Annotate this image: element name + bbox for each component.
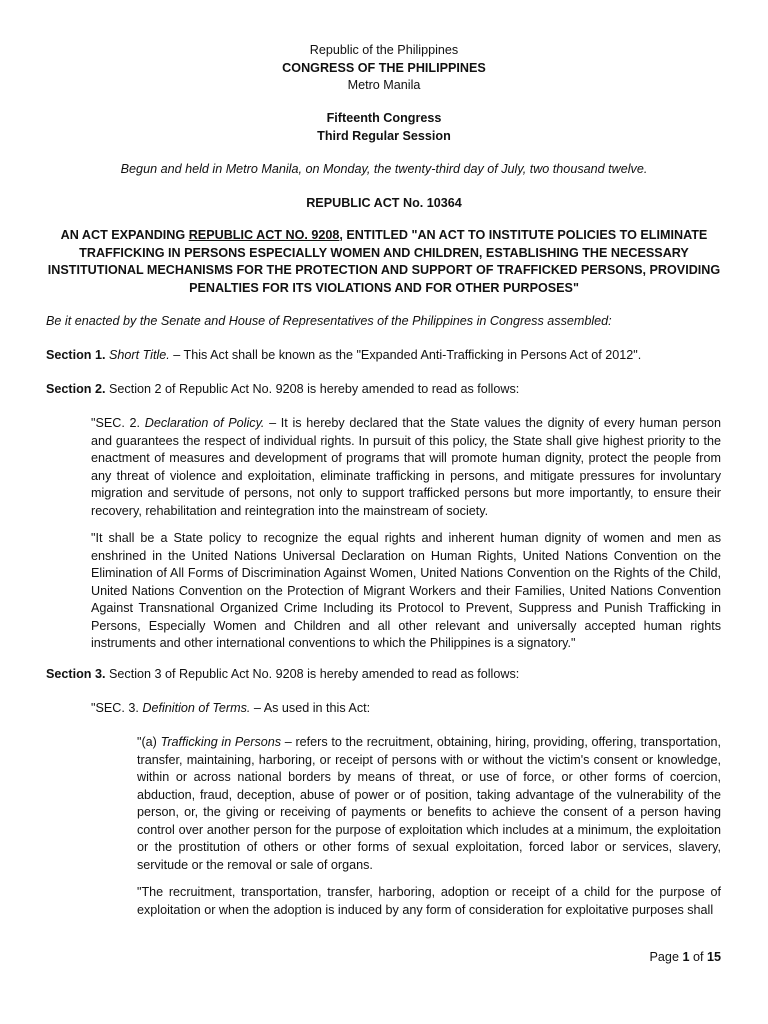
section-3-text: Section 3 of Republic Act No. 9208 is hereby amended to read as follows: — [105, 667, 520, 681]
def-a-heading: Trafficking in Persons — [160, 735, 282, 749]
location-line: Metro Manila — [347, 78, 421, 92]
section-3 — [46, 666, 722, 684]
section-3-intro — [91, 700, 721, 718]
enacting-clause: Be it enacted by the Senate and House of Representatives of the Philippines in Congress assembled: — [46, 314, 612, 328]
congress-number: Fifteenth Congress — [326, 111, 442, 125]
sec3-intro-text: – As used in this Act: — [250, 701, 371, 715]
document-header — [46, 42, 722, 95]
session-info — [46, 110, 722, 145]
section-2-label: Section 2. — [46, 382, 106, 396]
section-2-text: Section 2 of Republic Act No. 9208 is hereby amended to read as follows: — [105, 382, 520, 396]
sec2-heading: Declaration of Policy. — [144, 416, 265, 430]
section-3-label: Section 3. — [46, 667, 106, 681]
act-title — [46, 227, 722, 297]
current-page: 1 — [682, 950, 690, 964]
section-1-heading: Short Title. — [109, 348, 170, 362]
sec3-heading: Definition of Terms. — [142, 701, 251, 715]
congress-line: CONGRESS OF THE PHILIPPINES — [282, 60, 486, 75]
act-number: REPUBLIC ACT No. 10364 — [306, 196, 462, 210]
sec2-prefix: "SEC. 2. — [91, 416, 145, 430]
ra-9208-link[interactable]: REPUBLIC ACT NO. 9208 — [188, 228, 340, 242]
title-rest: , ENTITLED "AN ACT TO INSTITUTE POLICIES TO ELIMINATE TRAFFICKING IN PERSONS ESPECIALLY WOMEN AND CHILDREN, ESTABLISHING THE NECESSARY INSTITUTIONAL MECHANISMS FOR THE PROTECTION AND SUPPORT OF TRAFFICKED PERSONS, PROVIDING PENALTIES FOR ITS VIOLATIONS AND FOR OTHER PURPOSES" — [47, 228, 721, 295]
republic-line: Republic of the Philippines — [309, 43, 459, 57]
section-2-paragraph-1 — [91, 415, 721, 520]
page-number — [600, 949, 721, 967]
title-prefix: AN ACT EXPANDING — [60, 228, 189, 242]
section-2 — [46, 381, 722, 399]
sec3-prefix: "SEC. 3. — [91, 701, 143, 715]
of-word: of — [689, 950, 707, 964]
total-pages: 15 — [706, 950, 721, 964]
definition-a — [137, 734, 721, 874]
def-a-prefix: "(a) — [137, 735, 161, 749]
session-number: Third Regular Session — [317, 128, 451, 143]
definition-a-paragraph-2: "The recruitment, transportation, transfer, harboring, adoption or receipt of a child for the purpose of exploitation or when the adoption is induced by any form of consideration for exploitative purposes shall — [137, 885, 721, 917]
section-1-label: Section 1. — [46, 348, 106, 362]
page-word: Page — [649, 950, 683, 964]
begun-line: Begun and held in Metro Manila, on Monday, the twenty-third day of July, two thousand twelve. — [120, 162, 648, 176]
section-1-text: – This Act shall be known as the "Expanded Anti-Trafficking in Persons Act of 2012". — [169, 348, 642, 362]
def-a-text: – refers to the recruitment, obtaining, hiring, providing, offering, transportation, transfer, maintaining, harboring, or receipt of persons with or without the victim's consent or knowledge, within or across national borders by means of threat, or use of force, or other forms of coercion, abduction, fraud, deception, abuse of power or of position, taking advantage of the vulnerability of the person, or, the giving or receiving of payments or benefits to achieve the consent of a person having control over another person for the purpose of exploitation which includes at a minimum, the exploitation or the prostitution of others or other forms of sexual exploitation, forced labor or services, slavery, servitude or the removal or sale of organs. — [137, 735, 721, 872]
sec2-text: – It is hereby declared that the State values the dignity of every human person and guarantees the respect of individual rights. In pursuit of this policy, the State shall give highest priority to the enactment of measures and development of programs that will promote human dignity, protect the people from any threat of violence and exploitation, eliminate trafficking in persons, and mitigate pressures for involuntary migration and servitude of persons, not only to support trafficked persons but more importantly, to ensure their recovery, rehabilitation and reintegration into the mainstream of society. — [91, 416, 721, 518]
section-2-paragraph-2: "It shall be a State policy to recognize the equal rights and inherent human dignity of women and men as enshrined in the United Nations Universal Declaration on Human Rights, United Nations Convention on the Elimination of All Forms of Discrimination Against Women, United Nations Convention on the Rights of the Child, United Nations Convention on the Protection of Migrant Workers and their Families, United Nations Convention Against Transnational Organized Crime Including its Protocol to Prevent, Suppress and Punish Trafficking in Persons, Especially Women and Children and all other relevant and universally accepted human rights instruments and other international conventions to which the Philippines is a signatory." — [91, 531, 721, 650]
section-1 — [46, 347, 722, 365]
